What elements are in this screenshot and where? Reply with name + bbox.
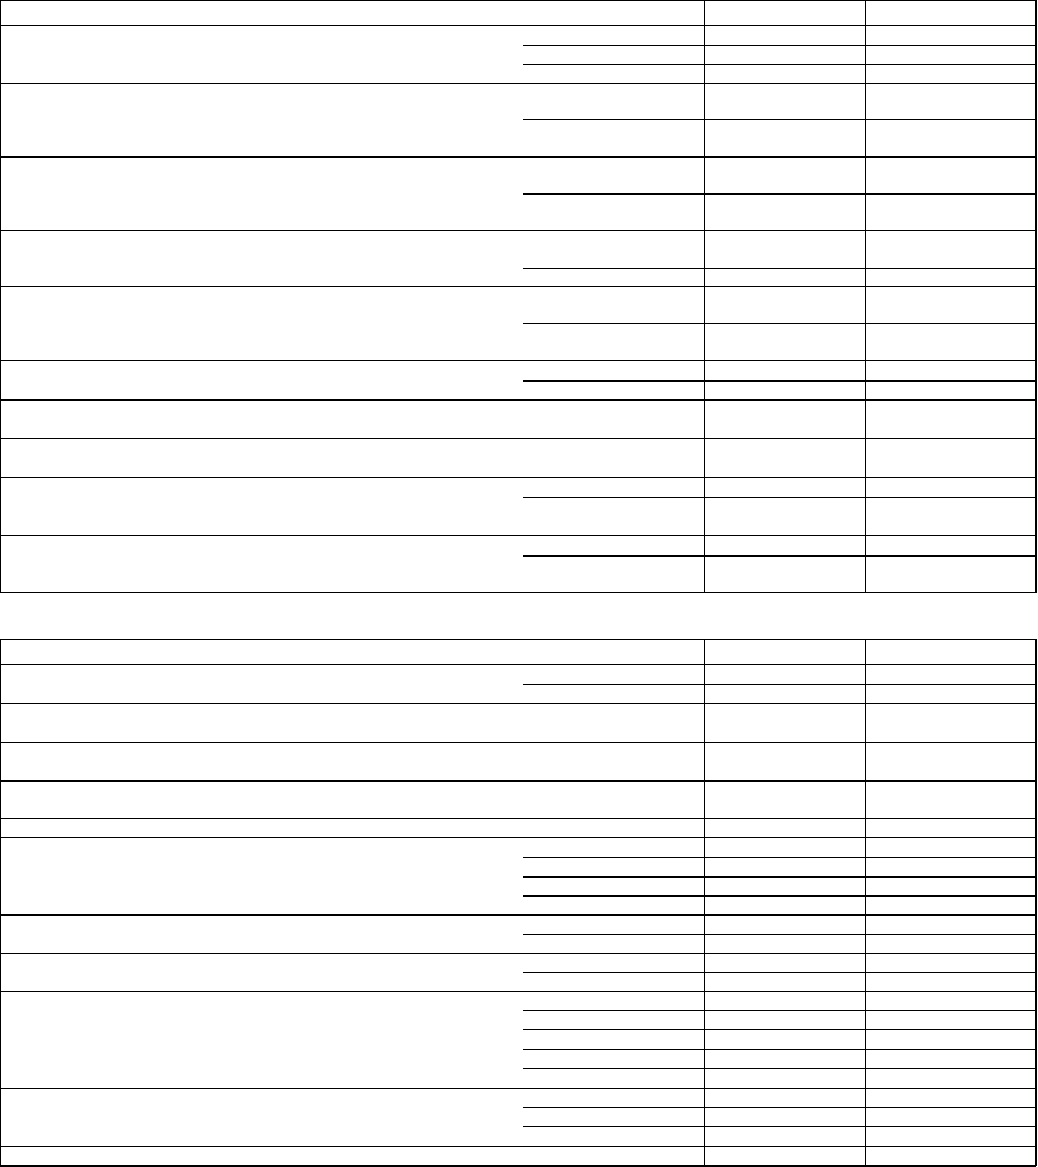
hline-sub	[523, 323, 1036, 324]
hline-sub	[523, 1029, 1036, 1030]
hline-sub	[523, 1049, 1036, 1050]
hline	[0, 230, 1036, 231]
vline	[865, 0, 866, 593]
vline	[704, 0, 705, 593]
hline	[0, 664, 1036, 665]
hline-sub	[523, 45, 1036, 46]
hline	[0, 535, 1036, 536]
hline	[0, 837, 1036, 838]
hline-sub	[523, 380, 1036, 382]
hline-sub	[523, 1126, 1036, 1127]
vline	[704, 639, 705, 1166]
hline-sub	[523, 1010, 1036, 1011]
hline-sub	[523, 268, 1036, 269]
hline-sub	[523, 555, 1036, 557]
hline	[0, 156, 1036, 158]
hline	[0, 83, 1036, 84]
hline	[0, 953, 1036, 954]
vline	[0, 0, 1, 593]
hline-sub	[523, 857, 1036, 858]
hline	[0, 25, 1036, 26]
hline-sub	[523, 1107, 1036, 1108]
hline	[0, 1146, 1036, 1147]
hline-sub	[523, 119, 1036, 120]
hline	[0, 0, 1036, 1]
hline-sub	[523, 895, 1036, 897]
hline-sub	[523, 972, 1036, 973]
hline	[0, 592, 1036, 593]
hline-sub	[523, 1068, 1036, 1069]
hline	[0, 477, 1036, 478]
vline	[0, 639, 1, 1166]
hline	[0, 438, 1036, 439]
hline	[0, 991, 1036, 992]
hline-sub	[523, 934, 1036, 935]
hline	[0, 639, 1036, 640]
hline	[0, 1088, 1036, 1089]
vline	[1035, 639, 1037, 1166]
vline	[865, 639, 866, 1166]
hline	[0, 360, 1036, 361]
hline	[0, 286, 1036, 287]
vline	[1035, 0, 1037, 593]
hline	[0, 780, 1036, 782]
hline-sub	[523, 497, 1036, 498]
hline	[0, 703, 1036, 704]
hline	[0, 399, 1036, 401]
hline-sub	[523, 876, 1036, 878]
hline-sub	[523, 684, 1036, 685]
hline	[0, 818, 1036, 819]
hline	[0, 914, 1036, 916]
hline-sub	[523, 193, 1036, 195]
hline	[0, 742, 1036, 743]
hline-sub	[523, 64, 1036, 65]
